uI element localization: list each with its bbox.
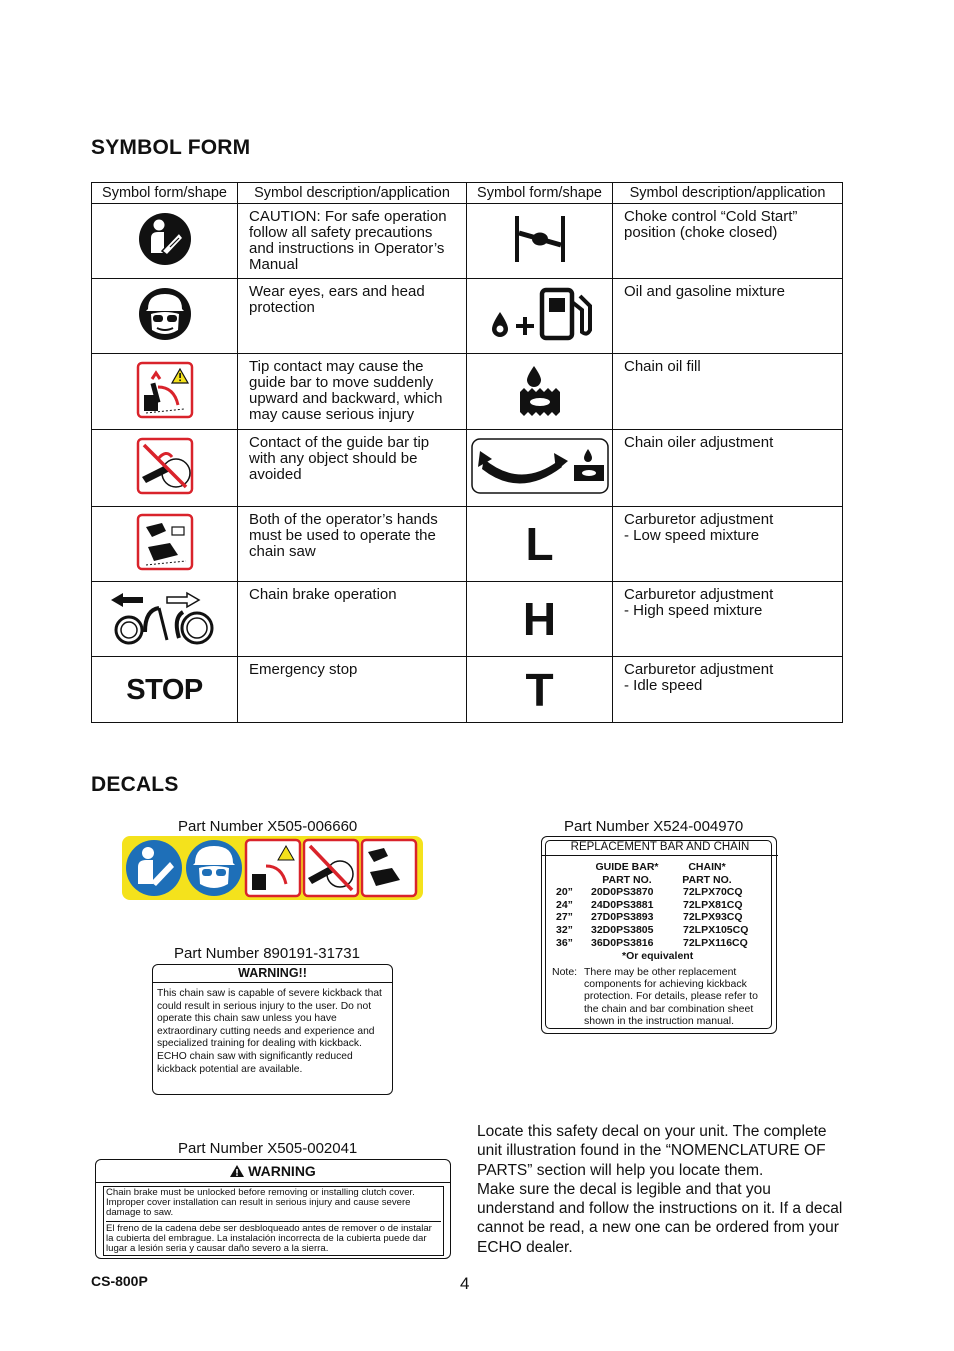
chain-part: 72LPX81CQ — [683, 898, 743, 911]
symbol-cell — [467, 657, 613, 723]
symbol-cell — [92, 582, 238, 657]
part-row — [556, 899, 756, 912]
decal-title: REPLACEMENT BAR AND CHAIN — [542, 841, 778, 856]
chain-header: CHAIN* PART NO. — [682, 861, 732, 886]
part-row — [556, 924, 756, 937]
bar-size: 32” — [556, 924, 573, 937]
symbol-description: Contact of the guide bar tip with any object should be avoided — [238, 430, 467, 507]
bar-part: 20D0PS3870 — [591, 886, 654, 898]
symbol-cell — [92, 204, 238, 279]
low-speed-icon: L — [525, 518, 554, 570]
symbol-description: Chain brake operation — [238, 582, 467, 657]
symbol-cell — [467, 354, 613, 430]
decal-warning-body-en: Chain brake must be unlocked before removing or installing clutch cover. Improper cover installation can result in serious injury and cause severe damage to saw. — [106, 1187, 415, 1218]
section-title-decals: DECALS — [91, 773, 179, 796]
symbol-description: Carburetor adjustment - Idle speed — [613, 657, 843, 723]
chain-part: 72LPX116CQ — [683, 936, 748, 949]
column-header: Symbol form/shape — [92, 183, 238, 204]
two-hands-icon — [136, 513, 194, 571]
bar-part: 24D0PS3881 — [591, 898, 654, 911]
symbol-cell — [92, 657, 238, 723]
symbol-description: CAUTION: For safe operation follow all safety precautions and instructions in Operator’s Manual — [238, 204, 467, 279]
part-row — [556, 911, 756, 924]
part-row — [556, 886, 756, 899]
table-row — [92, 657, 843, 723]
decal-warning-text-box — [103, 1186, 444, 1256]
table-row — [92, 354, 843, 430]
decal-warning-body-es: El freno de la cadena debe ser desbloqueado antes de remover o de instalar la cubierta del embrague. La instalación incorrecta de la cubierta puede dar lugar a lesión seria y causar daño severo a la sierra. — [106, 1221, 441, 1254]
symbol-cell — [467, 279, 613, 354]
choke-icon — [510, 211, 570, 267]
symbol-description: Chain oil fill — [613, 354, 843, 430]
column-header: Symbol description/application — [613, 183, 843, 204]
read-manual-icon — [137, 211, 193, 267]
symbol-cell — [92, 279, 238, 354]
decal-part-number: Part Number X505-006660 — [178, 818, 358, 835]
symbol-description: Carburetor adjustment - Low speed mixture — [613, 507, 843, 582]
warning-triangle-icon — [230, 1165, 244, 1177]
symbol-cell — [92, 430, 238, 507]
decal-part-number: Part Number X524-004970 — [564, 818, 744, 835]
symbol-description: Emergency stop — [238, 657, 467, 723]
column-header: Symbol description/application — [238, 183, 467, 204]
part-row — [556, 937, 756, 950]
decal-warning-body: This chain saw is capable of severe kickback that could result in serious injury to the user. Do not operate this chain saw unless you have extraordinary cutting needs and experience and specialized training for dealing with kickback. ECHO chain saw with significantly reduced kickback potential are available. — [157, 988, 382, 1075]
footer-model: CS-800P — [91, 1273, 148, 1289]
note-text: There may be other replacement components for achieving kickback protection. For details, please refer to the chain and bar combination sheet shown in the instruction manual. — [584, 966, 758, 1027]
idle-speed-icon: T — [525, 663, 554, 716]
bar-size: 36” — [556, 936, 573, 949]
fuel-mixture-icon — [484, 284, 596, 344]
chain-brake-icon — [109, 588, 221, 646]
decal-part-number: Part Number X505-002041 — [178, 1140, 358, 1157]
bar-part: 27D0PS3893 — [591, 911, 654, 924]
decal-replacement-bar-chain — [541, 836, 777, 1034]
symbol-table — [91, 182, 843, 723]
note-label: Note: — [552, 966, 578, 978]
symbol-description: Carburetor adjustment - High speed mixture — [613, 582, 843, 657]
protective-gear-icon — [137, 286, 193, 342]
symbol-cell — [467, 430, 613, 507]
decal-warning-title: WARNING — [248, 1163, 316, 1179]
symbol-cell — [92, 354, 238, 430]
part-list — [556, 886, 756, 962]
bar-part: 32D0PS3805 — [591, 924, 654, 937]
decal-kickback-strip — [122, 836, 423, 900]
symbol-table-header — [92, 183, 843, 204]
bar-part: 36D0PS3816 — [591, 936, 654, 949]
oiler-adjust-icon — [470, 437, 610, 495]
symbol-description: Choke control “Cold Start” position (choke closed) — [613, 204, 843, 279]
locate-decal-paragraph: Locate this safety decal on your unit. The complete unit illustration found in the “NOMENCLATURE OF PARTS” section will help you locate them. Make sure the decal is legible and that you understand and follow the instructions on it. If a decal cannot be read, a new one can be ordered from your ECHO dealer. — [477, 1123, 843, 1256]
bar-size: 24” — [556, 898, 573, 911]
symbol-cell — [92, 507, 238, 582]
column-header: Symbol form/shape — [467, 183, 613, 204]
high-speed-icon: H — [522, 593, 557, 645]
symbol-description: Tip contact may cause the guide bar to move suddenly upward and backward, which may cause serious injury — [238, 354, 467, 430]
decal-part-number: Part Number 890191-31731 — [174, 945, 360, 962]
symbol-cell — [467, 204, 613, 279]
chain-oil-fill-icon — [516, 362, 564, 418]
decal-warning-title: WARNING!! — [153, 965, 392, 983]
symbol-description: Chain oiler adjustment — [613, 430, 843, 507]
chain-part: 72LPX93CQ — [683, 911, 743, 924]
symbol-cell — [467, 582, 613, 657]
table-row — [92, 507, 843, 582]
chain-part: 72LPX105CQ — [683, 924, 749, 937]
equivalent-note: *Or equivalent — [622, 949, 694, 962]
decal-warning-kickback — [152, 964, 393, 1095]
section-title-symbol-form: SYMBOL FORM — [91, 136, 251, 159]
guide-bar-header: GUIDE BAR* PART NO. — [595, 861, 659, 886]
no-tip-contact-icon — [136, 437, 194, 495]
symbol-description: Both of the operator’s hands must be used to operate the chain saw — [238, 507, 467, 582]
table-row — [92, 204, 843, 279]
chain-part: 72LPX70CQ — [683, 886, 743, 898]
page-number: 4 — [460, 1274, 470, 1293]
symbol-cell — [467, 507, 613, 582]
decal-warning-header — [96, 1160, 450, 1183]
bar-size: 20” — [556, 886, 573, 898]
bar-size: 27” — [556, 911, 573, 924]
symbol-description: Wear eyes, ears and head protection — [238, 279, 467, 354]
decal-symbol-strip-icon — [122, 836, 423, 900]
stop-icon: STOP — [126, 673, 203, 706]
table-row — [92, 430, 843, 507]
decal-warning-clutch — [95, 1159, 451, 1259]
symbol-description: Oil and gasoline mixture — [613, 279, 843, 354]
table-row — [92, 582, 843, 657]
table-row — [92, 279, 843, 354]
kickback-warning-icon — [136, 361, 194, 419]
